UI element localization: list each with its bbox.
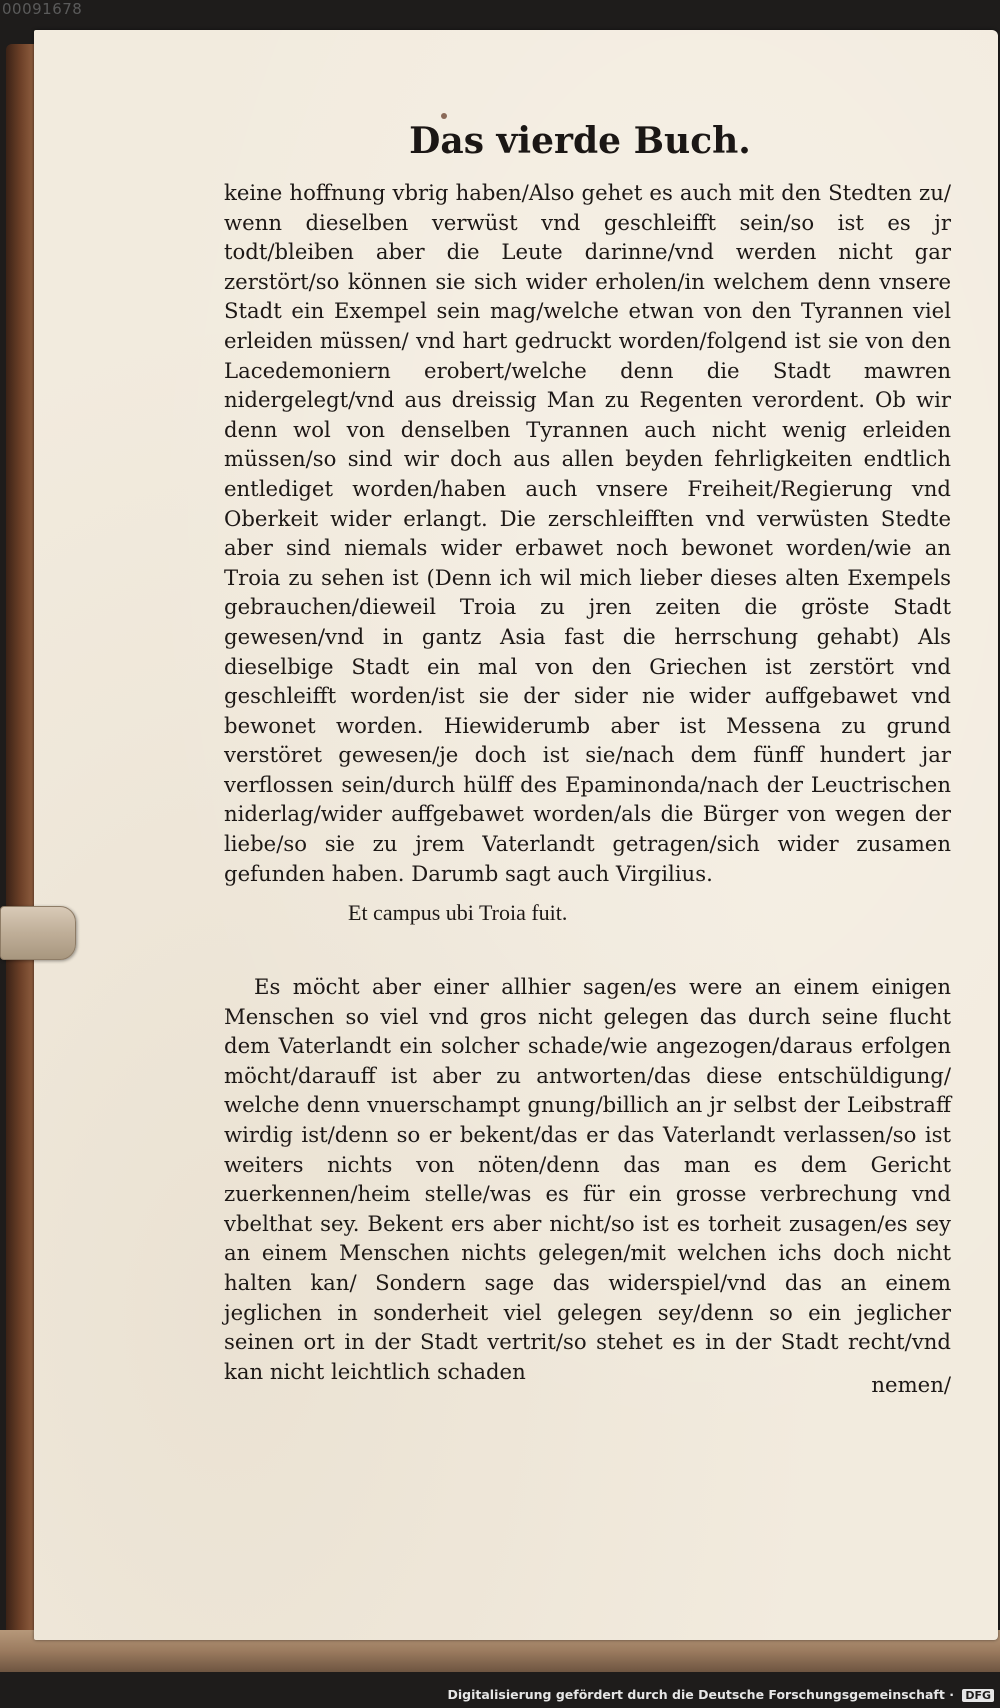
dfg-logo-icon: DFG [962, 1689, 994, 1702]
credit-text: Digitalisierung gefördert durch die Deutsche Forschungsgemeinschaft · [447, 1687, 954, 1702]
latin-quote: Et campus ubi Troia fuit. [348, 900, 568, 925]
scan-id-label: 00091678 [2, 0, 83, 18]
page-clip [0, 906, 76, 960]
catchword: nemen/ [871, 1372, 951, 1397]
ink-spot [441, 113, 447, 119]
paragraph-1: keine hoffnung vbrig haben/Also gehet es auch mit den Stedten zu/ wenn dieselben verwüst vnd geschleifft sein/so ist es jr todt/bleiben aber die Leute darinne/vnd werden nicht gar zerstört/so können sie sich wider erholen/in welchem denn vnsere Stadt ein Exempel sein mag/welche etwan von den Tyrannen viel erleiden müssen/ vnd hart gedruckt worden/folgend ist sie von den Lacedemoniern erobert/welche denn die Stadt mawren nidergelegt/vnd aus dreissig Man zu Regenten verordent. Ob wir denn wol von denselben Tyrannen auch nicht wenig erleiden müssen/so sind wir doch aus allen beyden fehrligkeiten endtlich entlediget worden/haben auch vnsere Freiheit/Regierung vnd Oberkeit wider erlangt. Die zerschleifften vnd verwüsten Stedte aber sind niemals wider erbawet noch bewonet worden/wie an Troia zu sehen ist (Denn ich wil mich lieber dieses alten Exempels gebrauchen/dieweil Troia zu jren zeiten die gröste Stadt gewesen/vnd in gantz Asia fast die herrschung gehabt) Als dieselbige Stadt ein mal von den Griechen ist zerstört vnd geschleifft worden/ist sie der sider nie wider auffgebawet vnd bewonet worden. Hiewiderumb aber ist Messena zu grund verstöret gewesen/je doch ist sie/nach dem fünff hundert jar verflossen sein/durch hülff des Epaminonda/nach der Leuctrischen niderlag/wider auffgebawet worden/als die Bürger von wegen der liebe/so sie zu jrem Vaterlandt getragen/sich wider zusamen gefunden haben. Darumb sagt auch Virgilius. [224, 180, 951, 886]
digitization-credit [448, 1687, 995, 1702]
paragraph-2: Es möcht aber einer allhier sagen/es were an einem einigen Menschen so viel vnd gros nicht gelegen das durch seine flucht dem Vaterlandt ein solcher schade/wie angezogen/daraus erfolgen möcht/darauff ist aber zu antworten/das diese entschüldigung/ welche denn vnuerschampt gnung/billich an jr selbst der Leibstraff wirdig ist/denn so er bekent/das er das Vaterlandt verlassen/so ist weiters nichts von nöten/denn das man es dem Gericht zuerkennen/heim stelle/was es für ein grosse verbrechung vnd vbelthat sey. Bekent ers aber nicht/so ist es torheit zusagen/es sey an einem Menschen nichts gelegen/mit welchen ichs doch nicht halten kan/ Sondern sage das widerspiel/vnd das an einem jeglichen in sonderheit viel gelegen sey/denn so ein jeglicher seinen ort in der Stadt vertrit/so stehet es in der Stadt recht/vnd kan nicht leichtlich schaden [224, 974, 951, 1384]
running-head: Das vierde Buch. [409, 120, 751, 162]
